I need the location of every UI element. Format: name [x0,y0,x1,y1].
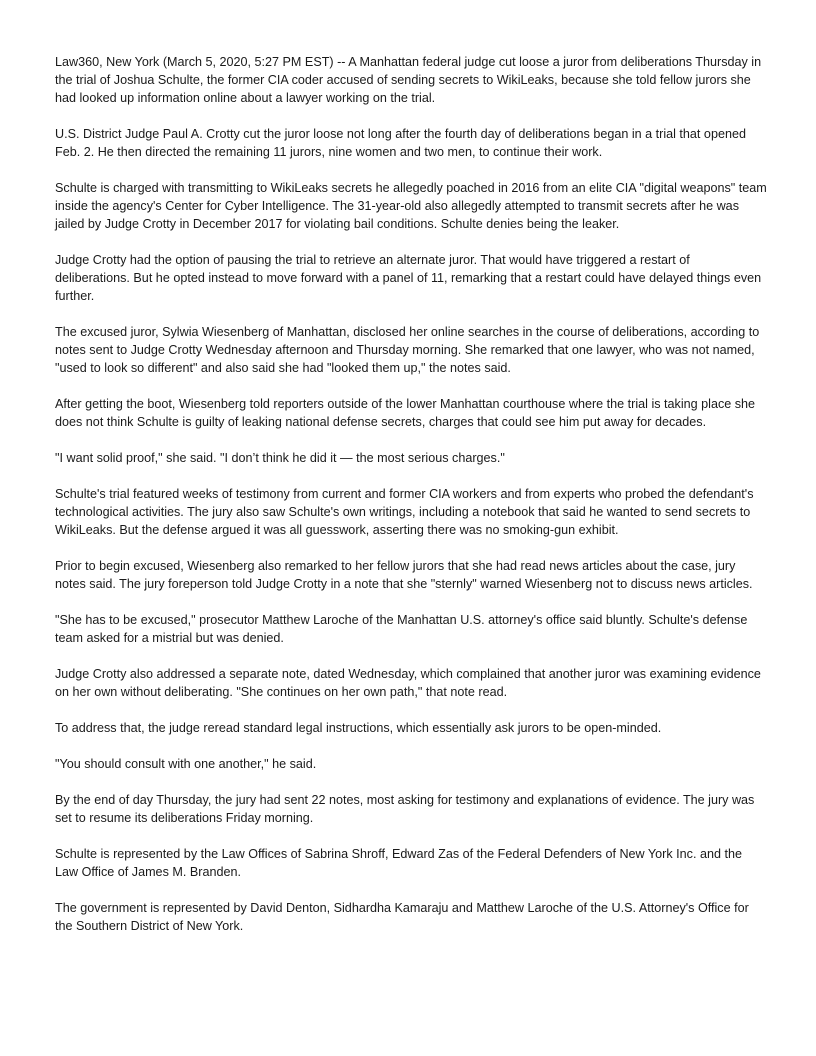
paragraph: By the end of day Thursday, the jury had sent 22 notes, most asking for testimony and explanations of evidence. The jury was set to resume its deliberations Friday morning. [55,793,755,825]
paragraph: Prior to begin excused, Wiesenberg also remarked to her fellow jurors that she had read news articles about the case, jury notes said. The jury foreperson told Judge Crotty in a note that she "sternly" warned Wiesenberg not to discuss news articles. [55,559,753,591]
paragraph-government-counsel: The government is represented by David Denton, Sidhardha Kamaraju and Matthew Laroche of the U.S. Attorney's Office for the Southern District of New York. [55,901,749,933]
paragraph: After getting the boot, Wiesenberg told reporters outside of the lower Manhattan courthouse where the trial is taking place she does not think Schulte is guilty of leaking national defense secrets, charges that could see him put away for decades. [55,397,756,429]
paragraph: To address that, the judge reread standard legal instructions, which essentially ask jurors to be open-minded. [55,721,662,735]
paragraph: Judge Crotty also addressed a separate note, dated Wednesday, which complained that another juror was examining evidence on her own without deliberating. "She continues on her own path," that note read. [55,667,761,699]
article-body [55,53,767,953]
paragraph: U.S. District Judge Paul A. Crotty cut the juror loose not long after the fourth day of deliberations began in a trial that opened Feb. 2. He then directed the remaining 11 jurors, nine women and two men, to continue their work. [55,127,746,159]
paragraph-dateline-lede: Law360, New York (March 5, 2020, 5:27 PM EST) -- A Manhattan federal judge cut loose a juror from deliberations Thursday in the trial of Joshua Schulte, the former CIA coder accused of sending secrets to WikiLeaks, because she told fellow jurors she had looked up information online about a lawyer working on the trial. [55,55,762,105]
paragraph-quote: "I want solid proof," she said. "I don’t think he did it — the most serious charges." [55,451,505,465]
paragraph-quote: "You should consult with one another," he said. [55,757,317,771]
paragraph: "She has to be excused," prosecutor Matthew Laroche of the Manhattan U.S. attorney's office said bluntly. Schulte's defense team asked for a mistrial but was denied. [55,613,748,645]
paragraph: Schulte's trial featured weeks of testimony from current and former CIA workers and from experts who probed the defendant's technological activities. The jury also saw Schulte's own writings, including a notebook that said he wanted to send secrets to WikiLeaks. But the defense argued it was all guesswork, asserting there was no smoking-gun exhibit. [55,487,754,537]
paragraph: Judge Crotty had the option of pausing the trial to retrieve an alternate juror. That would have triggered a restart of deliberations. But he opted instead to move forward with a panel of 11, remarking that a restart could have delayed things even further. [55,253,762,303]
paragraph-defense-counsel: Schulte is represented by the Law Offices of Sabrina Shroff, Edward Zas of the Federal Defenders of New York Inc. and the Law Office of James M. Branden. [55,847,742,879]
paragraph: The excused juror, Sylwia Wiesenberg of Manhattan, disclosed her online searches in the course of deliberations, according to notes sent to Judge Crotty Wednesday afternoon and Thursday morning. She remarked that one lawyer, who was not named, "used to look so different" and also said she had "looked them up," the notes said. [55,325,760,375]
paragraph: Schulte is charged with transmitting to WikiLeaks secrets he allegedly poached in 2016 from an elite CIA "digital weapons" team inside the agency's Center for Cyber Intelligence. The 31-year-old also allegedly attempted to transmit secrets after he was jailed by Judge Crotty in December 2017 for violating bail conditions. Schulte denies being the leaker. [55,181,767,231]
